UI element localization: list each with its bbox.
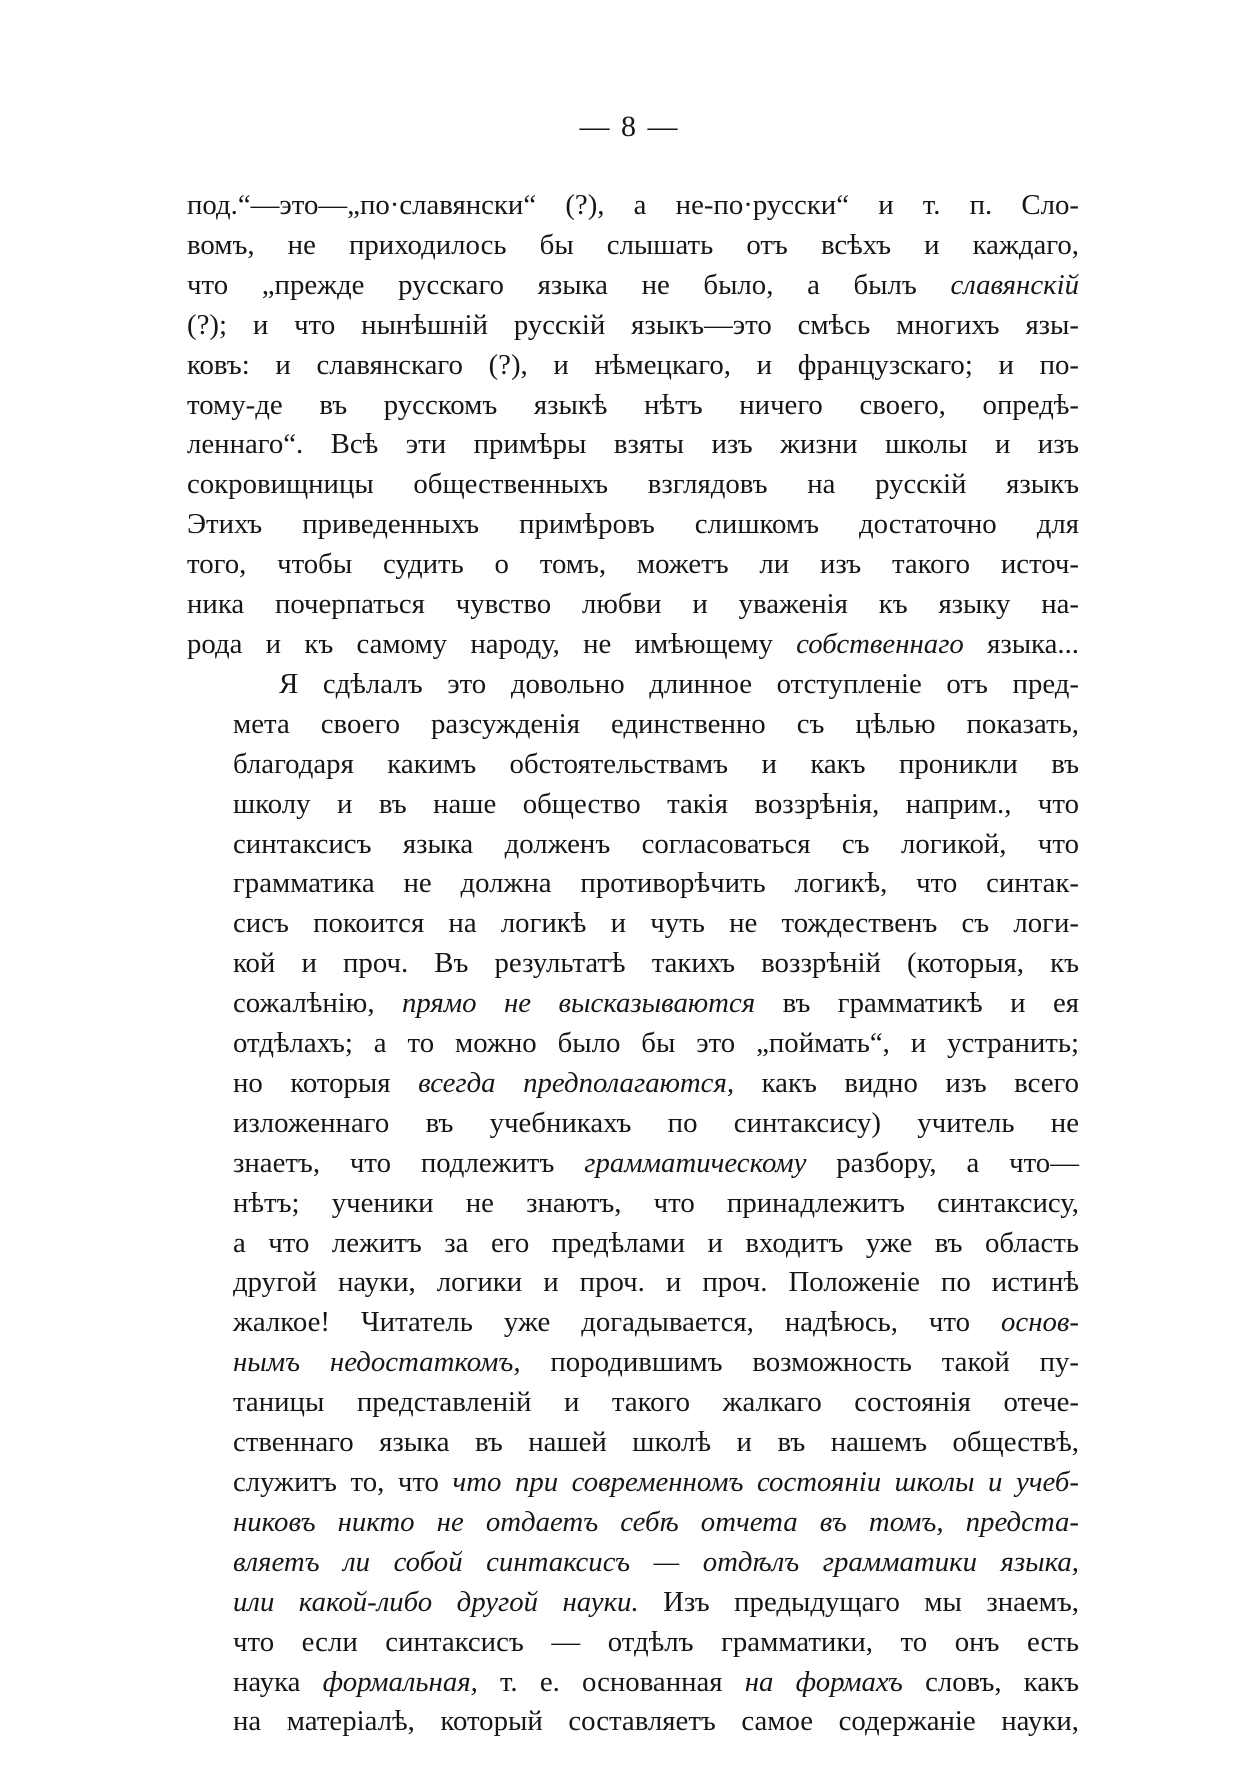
- text-line: ственнаго языка въ нашей школѣ и въ нашемъ обществѣ,: [233, 1426, 1079, 1459]
- text-line: [187, 1503, 1079, 1543]
- text-line: под.“—это—„по·славянски“ (?), а не-по·русски“ и т. п. Сло-: [187, 189, 1079, 221]
- text-line: кой и проч. Въ результатѣ такихъ воззрѣній (которыя, къ: [233, 947, 1079, 980]
- italic-run: собственнаго: [796, 627, 964, 660]
- italic-run: славянскій: [950, 268, 1079, 301]
- text-line: вомъ, не приходилось бы слышать отъ всѣхъ и каждаго,: [187, 228, 1079, 261]
- text-line: другой науки, логики и проч. и проч. Положеніе по истинѣ: [233, 1266, 1079, 1299]
- text-line: рода и къ самому народу, не имѣющему собственнаго языка...: [187, 627, 1079, 660]
- text-line: но которыя всегда предполагаются, какъ видно изъ всего: [233, 1066, 1079, 1099]
- text-line: или какой-либо другой науки. Изъ предыдущаго мы знаемъ,: [233, 1585, 1079, 1618]
- text-line: грамматика не должна противорѣчить логикѣ, что синтак-: [233, 867, 1079, 900]
- text-line: ника почерпаться чувство любви и уваженія къ языку на-: [187, 588, 1079, 621]
- text-line: сисъ покоится на логикѣ и чуть не тождественъ съ логи-: [233, 907, 1079, 940]
- italic-run: прямо не высказываются: [401, 987, 756, 1020]
- text-line: леннаго“. Всѣ эти примѣры взяты изъ жизни школы и изъ: [187, 428, 1079, 461]
- text-line: тому-де въ русскомъ языкѣ нѣтъ ничего своего, опредѣ-: [187, 388, 1079, 421]
- text-line: сокровищницы общественныхъ взглядовъ на русскій языкъ: [187, 468, 1079, 501]
- italic-run: грамматическому: [584, 1146, 807, 1179]
- paragraph-1: [187, 186, 1079, 665]
- italic-run: что при современномъ состояніи школы и учеб-: [452, 1466, 1079, 1498]
- text-line: наука формальная, т. е. основанная на формахъ словъ, какъ: [233, 1665, 1080, 1698]
- italic-run: или какой-либо другой науки.: [233, 1585, 639, 1618]
- italic-run: вляетъ ли собой синтаксисъ — отдѣлъ грамматики языка,: [233, 1545, 1079, 1578]
- italic-run: основ-: [1001, 1306, 1079, 1339]
- page-number: — 8 —: [579, 110, 680, 143]
- text-line: таницы представленій и такого жалкаго состоянія отече-: [233, 1386, 1079, 1419]
- text-line: сожалѣнію, прямо не высказываются въ грамматикѣ и ея: [233, 987, 1079, 1020]
- text-line: школу и въ наше общество такія воззрѣнія, наприм., что: [233, 787, 1079, 820]
- text-line: изложеннаго въ учебникахъ по синтаксису) учитель не: [233, 1106, 1079, 1139]
- text-line: [187, 1543, 1079, 1583]
- italic-run: нымъ недостаткомъ,: [233, 1346, 521, 1379]
- text-line: благодаря какимъ обстоятельствамъ и какъ проникли въ: [233, 747, 1079, 780]
- text-line: Этихъ приведенныхъ примѣровъ слишкомъ достаточно для: [187, 508, 1079, 541]
- text-line: что „прежде русскаго языка не было, а былъ славянскій: [187, 268, 1079, 301]
- text-line: на матеріалѣ, который составляетъ самое содержаніе науки,: [233, 1705, 1079, 1738]
- text-line: что если синтаксисъ — отдѣлъ грамматики, то онъ есть: [233, 1625, 1079, 1658]
- text-line: знаетъ, что подлежитъ грамматическому разбору, а что—: [233, 1146, 1079, 1179]
- italic-run: всегда предполагаются,: [418, 1066, 735, 1099]
- text-line: Я сдѣлалъ это довольно длинное отступленіе отъ пред-: [279, 667, 1079, 700]
- text-line: мета своего разсужденія единственно съ цѣлью показать,: [233, 707, 1079, 740]
- text-line: а что лежитъ за его предѣлами и входитъ уже въ область: [233, 1226, 1079, 1259]
- paragraph-2: [187, 665, 1079, 1742]
- text-line: нымъ недостаткомъ, породившимъ возможность такой пу-: [233, 1346, 1080, 1379]
- text-line: служитъ то, что что при современномъ состояніи школы и учеб-: [233, 1466, 1079, 1498]
- italic-run: на формахъ: [744, 1665, 903, 1698]
- italic-run: никовъ никто не отдаетъ себѣ отчета въ томъ, предста-: [233, 1505, 1079, 1538]
- page-body-text: [187, 186, 1079, 1742]
- text-line: ковъ: и славянскаго (?), и нѣмецкаго, и французскаго; и по-: [187, 348, 1079, 381]
- text-line: синтаксисъ языка долженъ согласоваться съ логикой, что: [233, 827, 1079, 860]
- text-line: нѣтъ; ученики не знаютъ, что принадлежитъ синтаксису,: [233, 1186, 1079, 1219]
- text-line: того, чтобы судить о томъ, можетъ ли изъ такого источ-: [187, 548, 1079, 581]
- text-line: (?); и что нынѣшній русскій языкъ—это смѣсь многихъ язы-: [187, 308, 1079, 341]
- italic-run: формальная,: [322, 1665, 478, 1698]
- text-line: отдѣлахъ; а то можно было бы это „поймать“, и устранить;: [233, 1027, 1079, 1060]
- text-line: жалкое! Читатель уже догадывается, надѣюсь, что основ-: [233, 1306, 1079, 1339]
